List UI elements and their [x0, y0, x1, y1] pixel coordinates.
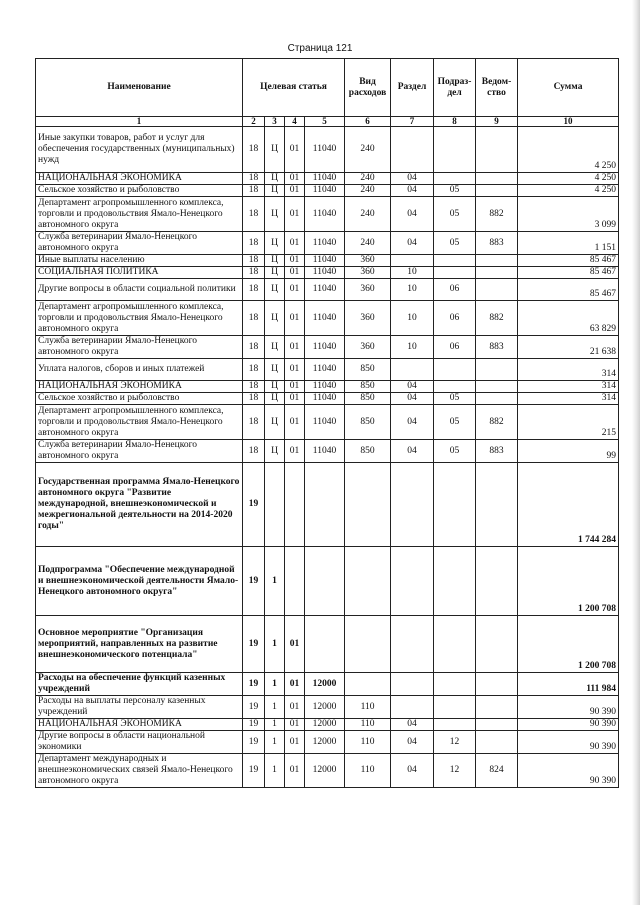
row-expense-type: 360	[345, 267, 391, 279]
row-program: 18	[243, 232, 265, 255]
row-department	[476, 173, 518, 185]
table-row	[36, 197, 619, 232]
row-program: 18	[243, 185, 265, 197]
row-expense-type: 850	[345, 405, 391, 440]
col-number: 6	[345, 117, 391, 127]
row-subsection	[434, 255, 476, 267]
table-row	[36, 719, 619, 731]
row-subsection: 12	[434, 731, 476, 754]
row-section: 10	[391, 336, 434, 359]
row-subsection	[434, 463, 476, 547]
row-department	[476, 359, 518, 381]
col-number: 4	[285, 117, 305, 127]
row-activity: 01	[285, 719, 305, 731]
row-expense-type: 850	[345, 381, 391, 393]
row-program: 18	[243, 336, 265, 359]
row-amount: 314	[518, 393, 619, 405]
row-department: 883	[476, 336, 518, 359]
row-amount: 215	[518, 405, 619, 440]
row-expense-type	[345, 547, 391, 616]
row-expense-type: 110	[345, 719, 391, 731]
row-department: 882	[476, 301, 518, 336]
row-department	[476, 719, 518, 731]
table-row	[36, 359, 619, 381]
row-activity: 01	[285, 616, 305, 673]
row-subprogram: Ц	[265, 336, 285, 359]
row-section: 04	[391, 381, 434, 393]
row-section: 04	[391, 173, 434, 185]
row-expense-type: 110	[345, 696, 391, 719]
row-expense-type: 240	[345, 127, 391, 173]
table-row	[36, 547, 619, 616]
row-amount: 3 099	[518, 197, 619, 232]
row-subsection	[434, 381, 476, 393]
row-direction: 12000	[305, 719, 345, 731]
row-subsection: 06	[434, 279, 476, 301]
row-expense-type: 360	[345, 255, 391, 267]
header-row	[36, 59, 619, 117]
table-row	[36, 393, 619, 405]
row-department: 882	[476, 197, 518, 232]
row-amount: 314	[518, 359, 619, 381]
row-section	[391, 255, 434, 267]
row-amount: 90 390	[518, 696, 619, 719]
row-subprogram: 1	[265, 731, 285, 754]
row-activity: 01	[285, 255, 305, 267]
row-amount: 4 250	[518, 185, 619, 197]
row-direction: 11040	[305, 232, 345, 255]
row-name: Государственная программа Ямало-Ненецкого автономного округа "Развитие международной, внешнеэкономической и межрегиональной деятельности на 2014-2020 годы"	[36, 463, 243, 547]
row-section	[391, 359, 434, 381]
table-row	[36, 255, 619, 267]
header-amount: Сумма	[518, 59, 619, 117]
row-direction	[305, 616, 345, 673]
row-subsection	[434, 719, 476, 731]
row-direction: 11040	[305, 279, 345, 301]
row-name: Уплата налогов, сборов и иных платежей	[36, 359, 243, 381]
row-section: 04	[391, 405, 434, 440]
row-subprogram: Ц	[265, 393, 285, 405]
row-program: 18	[243, 405, 265, 440]
row-expense-type: 110	[345, 731, 391, 754]
row-program: 18	[243, 381, 265, 393]
row-subsection: 06	[434, 301, 476, 336]
row-section	[391, 673, 434, 696]
row-subprogram: Ц	[265, 279, 285, 301]
row-amount: 1 200 708	[518, 616, 619, 673]
row-amount: 63 829	[518, 301, 619, 336]
row-department	[476, 267, 518, 279]
row-subsection: 05	[434, 185, 476, 197]
row-department	[476, 673, 518, 696]
row-department: 883	[476, 232, 518, 255]
row-subsection: 05	[434, 232, 476, 255]
header-target: Целевая статья	[243, 59, 345, 117]
row-subsection	[434, 127, 476, 173]
row-subsection: 05	[434, 440, 476, 463]
row-name: Служба ветеринарии Ямало-Ненецкого автономного округа	[36, 336, 243, 359]
row-activity: 01	[285, 393, 305, 405]
row-program: 19	[243, 719, 265, 731]
table-row	[36, 405, 619, 440]
row-subsection	[434, 616, 476, 673]
header-department: Ведом-ство	[476, 59, 518, 117]
table-row	[36, 301, 619, 336]
row-direction	[305, 463, 345, 547]
row-direction: 11040	[305, 197, 345, 232]
column-number-row	[36, 117, 619, 127]
row-direction: 11040	[305, 393, 345, 405]
row-subprogram: Ц	[265, 185, 285, 197]
row-section	[391, 463, 434, 547]
row-program: 18	[243, 197, 265, 232]
row-amount: 99	[518, 440, 619, 463]
row-section: 04	[391, 393, 434, 405]
row-amount: 4 250	[518, 173, 619, 185]
row-direction: 11040	[305, 127, 345, 173]
row-amount: 90 390	[518, 754, 619, 788]
row-amount: 90 390	[518, 719, 619, 731]
row-amount: 4 250	[518, 127, 619, 173]
row-name: Служба ветеринарии Ямало-Ненецкого автономного округа	[36, 440, 243, 463]
row-subprogram: Ц	[265, 440, 285, 463]
row-subsection	[434, 359, 476, 381]
row-name: Другие вопросы в области национальной экономики	[36, 731, 243, 754]
table-row	[36, 696, 619, 719]
table-row	[36, 279, 619, 301]
row-name: Сельское хозяйство и рыболовство	[36, 185, 243, 197]
row-direction: 11040	[305, 336, 345, 359]
row-direction: 12000	[305, 673, 345, 696]
scan-edge-shadow	[632, 0, 640, 905]
row-direction: 12000	[305, 696, 345, 719]
row-program: 19	[243, 754, 265, 788]
row-subprogram: Ц	[265, 267, 285, 279]
row-direction: 11040	[305, 301, 345, 336]
row-department	[476, 731, 518, 754]
table-row	[36, 185, 619, 197]
row-amount: 314	[518, 381, 619, 393]
page-title: Страница 121	[287, 43, 353, 54]
row-amount: 90 390	[518, 731, 619, 754]
row-direction: 12000	[305, 754, 345, 788]
row-program: 18	[243, 127, 265, 173]
table-row	[36, 173, 619, 185]
row-amount: 1 744 284	[518, 463, 619, 547]
row-department	[476, 279, 518, 301]
row-program: 18	[243, 173, 265, 185]
row-section: 04	[391, 731, 434, 754]
row-department: 824	[476, 754, 518, 788]
row-section: 10	[391, 279, 434, 301]
row-department: 883	[476, 440, 518, 463]
row-direction: 11040	[305, 267, 345, 279]
row-subsection	[434, 267, 476, 279]
row-name: НАЦИОНАЛЬНАЯ ЭКОНОМИКА	[36, 381, 243, 393]
table-row	[36, 440, 619, 463]
row-section: 04	[391, 719, 434, 731]
header-expense-type: Вид расходов	[345, 59, 391, 117]
row-expense-type	[345, 673, 391, 696]
row-activity: 01	[285, 336, 305, 359]
row-program: 18	[243, 267, 265, 279]
row-expense-type: 240	[345, 232, 391, 255]
table-row	[36, 616, 619, 673]
row-expense-type: 360	[345, 301, 391, 336]
row-subprogram: 1	[265, 547, 285, 616]
row-department: 882	[476, 405, 518, 440]
col-number: 5	[305, 117, 345, 127]
row-subsection: 05	[434, 405, 476, 440]
row-name: Расходы на выплаты персоналу казенных учреждений	[36, 696, 243, 719]
row-program: 18	[243, 359, 265, 381]
row-name: НАЦИОНАЛЬНАЯ ЭКОНОМИКА	[36, 719, 243, 731]
table-row	[36, 731, 619, 754]
row-subprogram: Ц	[265, 301, 285, 336]
row-activity: 01	[285, 696, 305, 719]
row-department	[476, 381, 518, 393]
row-program: 19	[243, 731, 265, 754]
row-expense-type: 360	[345, 336, 391, 359]
row-department	[476, 127, 518, 173]
row-subprogram: Ц	[265, 381, 285, 393]
row-amount: 21 638	[518, 336, 619, 359]
row-program: 19	[243, 547, 265, 616]
row-direction: 11040	[305, 185, 345, 197]
row-activity: 01	[285, 731, 305, 754]
row-name: Департамент агропромышленного комплекса, торговли и продовольствия Ямало-Ненецкого автономного округа	[36, 405, 243, 440]
row-department	[476, 696, 518, 719]
row-name: Другие вопросы в области социальной политики	[36, 279, 243, 301]
row-section: 04	[391, 232, 434, 255]
row-subprogram: 1	[265, 719, 285, 731]
row-subprogram: Ц	[265, 197, 285, 232]
header-subsection: Подраз-дел	[434, 59, 476, 117]
row-subprogram: Ц	[265, 405, 285, 440]
row-program: 18	[243, 279, 265, 301]
col-number: 3	[265, 117, 285, 127]
row-subprogram	[265, 463, 285, 547]
row-name: Департамент агропромышленного комплекса, торговли и продовольствия Ямало-Ненецкого автономного округа	[36, 301, 243, 336]
row-section	[391, 616, 434, 673]
table-row	[36, 267, 619, 279]
col-number: 9	[476, 117, 518, 127]
row-activity: 01	[285, 197, 305, 232]
row-expense-type: 850	[345, 393, 391, 405]
row-subprogram: 1	[265, 673, 285, 696]
row-name: Служба ветеринарии Ямало-Ненецкого автономного округа	[36, 232, 243, 255]
table-row	[36, 232, 619, 255]
row-program: 18	[243, 393, 265, 405]
row-activity: 01	[285, 185, 305, 197]
row-section	[391, 127, 434, 173]
row-name: НАЦИОНАЛЬНАЯ ЭКОНОМИКА	[36, 173, 243, 185]
row-activity: 01	[285, 440, 305, 463]
row-section	[391, 547, 434, 616]
row-direction: 12000	[305, 731, 345, 754]
row-program: 18	[243, 440, 265, 463]
row-subsection	[434, 696, 476, 719]
row-activity: 01	[285, 301, 305, 336]
row-expense-type	[345, 463, 391, 547]
row-expense-type	[345, 616, 391, 673]
row-name: Департамент агропромышленного комплекса, торговли и продовольствия Ямало-Ненецкого автономного округа	[36, 197, 243, 232]
row-expense-type: 240	[345, 185, 391, 197]
row-subprogram: Ц	[265, 255, 285, 267]
header-name: Наименование	[36, 59, 243, 117]
row-activity: 01	[285, 673, 305, 696]
row-section: 04	[391, 754, 434, 788]
row-name: Департамент международных и внешнеэкономических связей Ямало-Ненецкого автономного округа	[36, 754, 243, 788]
row-program: 19	[243, 673, 265, 696]
row-activity: 01	[285, 279, 305, 301]
row-subsection: 12	[434, 754, 476, 788]
row-subsection: 05	[434, 197, 476, 232]
row-subprogram: Ц	[265, 359, 285, 381]
row-subprogram: Ц	[265, 127, 285, 173]
row-amount: 1 200 708	[518, 547, 619, 616]
row-expense-type: 240	[345, 173, 391, 185]
row-department	[476, 255, 518, 267]
row-subsection	[434, 673, 476, 696]
row-department	[476, 463, 518, 547]
row-name: Основное мероприятие "Организация мероприятий, направленных на развитие внешнеэкономического потенциала"	[36, 616, 243, 673]
row-program: 18	[243, 301, 265, 336]
col-number: 2	[243, 117, 265, 127]
row-direction: 11040	[305, 173, 345, 185]
row-section: 04	[391, 197, 434, 232]
table-row	[36, 754, 619, 788]
row-direction: 11040	[305, 440, 345, 463]
row-name: Иные выплаты населению	[36, 255, 243, 267]
row-expense-type: 360	[345, 279, 391, 301]
row-subprogram: 1	[265, 754, 285, 788]
row-direction	[305, 547, 345, 616]
header-section: Раздел	[391, 59, 434, 117]
col-number: 1	[36, 117, 243, 127]
row-activity: 01	[285, 173, 305, 185]
row-activity: 01	[285, 754, 305, 788]
row-subprogram: Ц	[265, 173, 285, 185]
table-row	[36, 673, 619, 696]
row-subprogram: 1	[265, 696, 285, 719]
row-section: 04	[391, 185, 434, 197]
row-section: 10	[391, 267, 434, 279]
table-row	[36, 463, 619, 547]
row-amount: 85 467	[518, 255, 619, 267]
row-department	[476, 393, 518, 405]
row-program: 18	[243, 255, 265, 267]
row-activity	[285, 463, 305, 547]
row-subsection	[434, 547, 476, 616]
row-activity: 01	[285, 232, 305, 255]
row-direction: 11040	[305, 359, 345, 381]
row-activity: 01	[285, 359, 305, 381]
budget-table	[35, 58, 619, 788]
row-department	[476, 616, 518, 673]
row-section: 04	[391, 440, 434, 463]
row-expense-type: 110	[345, 754, 391, 788]
table-row	[36, 336, 619, 359]
row-amount: 111 984	[518, 673, 619, 696]
row-name: Подпрограмма "Обеспечение международной и внешнеэкономической деятельности Ямало-Ненецкого автономного округа"	[36, 547, 243, 616]
row-activity: 01	[285, 405, 305, 440]
row-activity: 01	[285, 127, 305, 173]
col-number: 10	[518, 117, 619, 127]
row-program: 19	[243, 616, 265, 673]
row-name: Сельское хозяйство и рыболовство	[36, 393, 243, 405]
row-section: 10	[391, 301, 434, 336]
table-row	[36, 127, 619, 173]
row-name: Расходы на обеспечение функций казенных учреждений	[36, 673, 243, 696]
row-section	[391, 696, 434, 719]
row-expense-type: 850	[345, 359, 391, 381]
row-program: 19	[243, 463, 265, 547]
row-subsection	[434, 173, 476, 185]
row-expense-type: 850	[345, 440, 391, 463]
row-name: СОЦИАЛЬНАЯ ПОЛИТИКА	[36, 267, 243, 279]
row-direction: 11040	[305, 255, 345, 267]
row-activity	[285, 547, 305, 616]
row-name: Иные закупки товаров, работ и услуг для обеспечения государственных (муниципальных) нужд	[36, 127, 243, 173]
row-subsection: 06	[434, 336, 476, 359]
row-department	[476, 185, 518, 197]
row-amount: 85 467	[518, 279, 619, 301]
row-activity: 01	[285, 267, 305, 279]
row-direction: 11040	[305, 381, 345, 393]
row-department	[476, 547, 518, 616]
row-amount: 1 151	[518, 232, 619, 255]
row-expense-type: 240	[345, 197, 391, 232]
col-number: 8	[434, 117, 476, 127]
col-number: 7	[391, 117, 434, 127]
row-subprogram: Ц	[265, 232, 285, 255]
row-subsection: 05	[434, 393, 476, 405]
row-program: 19	[243, 696, 265, 719]
row-direction: 11040	[305, 405, 345, 440]
row-amount: 85 467	[518, 267, 619, 279]
row-subprogram: 1	[265, 616, 285, 673]
table-row	[36, 381, 619, 393]
row-activity: 01	[285, 381, 305, 393]
